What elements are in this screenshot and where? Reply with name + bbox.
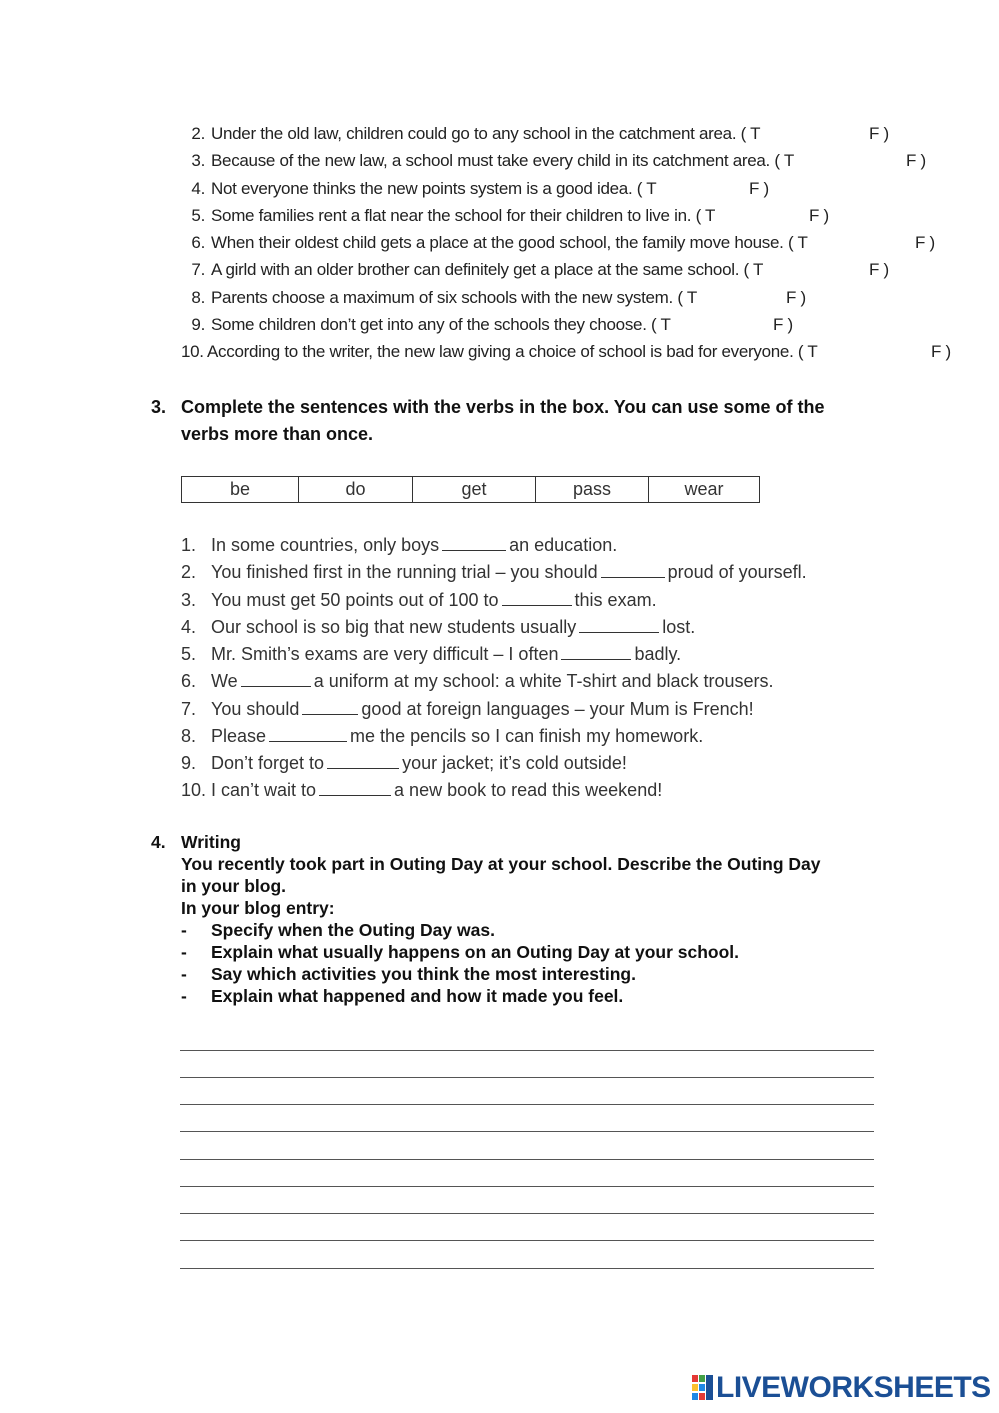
tf-false-option[interactable]: F ) xyxy=(749,179,769,198)
logo-text: LIVEWORKSHEETS xyxy=(716,1371,991,1404)
bullet-dash: - xyxy=(181,986,187,1006)
sentence-start: Our school is so big that new students usually xyxy=(211,617,577,637)
tf-number: 6. xyxy=(191,233,205,252)
gap-fill-item xyxy=(181,535,901,557)
writing-bullet xyxy=(181,964,881,986)
tf-statement: Under the old law, children could go to any school in the catchment area. ( T xyxy=(211,124,761,143)
sentence-end: badly. xyxy=(634,644,682,664)
writing-bullet xyxy=(181,986,881,1008)
writing-subheading: In your blog entry: xyxy=(181,898,335,918)
bullet-dash: - xyxy=(181,964,187,984)
section-title-line-2: verbs more than once. xyxy=(181,424,374,444)
gap-fill-item xyxy=(181,780,901,802)
sentence-start: We xyxy=(211,671,238,691)
answer-blank[interactable] xyxy=(442,536,506,551)
sentence-end: proud of yoursefl. xyxy=(667,562,807,582)
section-4-writing xyxy=(151,832,891,1012)
writing-line[interactable] xyxy=(180,1131,874,1132)
item-number: 6. xyxy=(181,671,197,691)
tf-false-option[interactable]: F ) xyxy=(869,124,889,143)
sentence-end: lost. xyxy=(662,617,696,637)
writing-line[interactable] xyxy=(180,1213,874,1214)
word-box-cell: wear xyxy=(684,479,724,499)
tf-statement: Because of the new law, a school must take every child in its catchment area. ( T xyxy=(211,151,794,170)
writing-line[interactable] xyxy=(180,1104,874,1105)
tf-false-option[interactable]: F ) xyxy=(931,342,951,361)
bullet-text: Specify when the Outing Day was. xyxy=(211,920,495,940)
tf-statement: Some families rent a flat near the school for their children to live in. ( T xyxy=(211,206,716,225)
bullet-text: Explain what happened and how it made you feel. xyxy=(211,986,624,1006)
sentence-end: me the pencils so I can finish my homework. xyxy=(350,726,704,746)
tf-number: 10. xyxy=(181,342,204,361)
answer-blank[interactable] xyxy=(241,672,311,687)
tf-number: 4. xyxy=(191,179,205,198)
bullet-dash: - xyxy=(181,920,187,940)
tf-false-option[interactable]: F ) xyxy=(773,315,793,334)
tf-statement: A girld with an older brother can definitely get a place at the same school. ( T xyxy=(211,260,764,279)
item-number: 5. xyxy=(181,644,197,664)
bullet-dash: - xyxy=(181,942,187,962)
tf-number: 2. xyxy=(191,124,205,143)
tf-item xyxy=(181,151,941,173)
gap-fill-item xyxy=(181,699,901,721)
writing-line[interactable] xyxy=(180,1268,874,1269)
sentence-end: your jacket; it’s cold outside! xyxy=(402,753,627,773)
item-number: 8. xyxy=(181,726,197,746)
section-number: 3. xyxy=(151,397,167,417)
tf-number: 5. xyxy=(191,206,205,225)
answer-blank[interactable] xyxy=(269,727,347,742)
tf-statement: Parents choose a maximum of six schools with the new system. ( T xyxy=(211,288,697,307)
tf-false-option[interactable]: F ) xyxy=(786,288,806,307)
sentence-start: I can’t wait to xyxy=(211,780,317,800)
section-number: 4. xyxy=(151,832,166,852)
gap-fill-item xyxy=(181,617,901,639)
gap-fill-item xyxy=(181,726,901,748)
sentence-start: Please xyxy=(211,726,267,746)
sentence-start: You finished first in the running trial – you should xyxy=(211,562,598,582)
liveworksheets-logo[interactable] xyxy=(692,1373,991,1403)
tf-statement: According to the writer, the new law giving a choice of school is bad for everyone. ( T xyxy=(207,342,818,361)
tf-number: 9. xyxy=(191,315,205,334)
word-box-cell: get xyxy=(413,477,536,502)
sentence-end: good at foreign languages – your Mum is French! xyxy=(361,699,754,719)
tf-item xyxy=(181,315,941,337)
tf-item xyxy=(181,342,966,364)
sentence-end: an education. xyxy=(509,535,618,555)
answer-blank[interactable] xyxy=(561,645,631,660)
tf-item xyxy=(181,288,941,310)
section-title-line-1: Complete the sentences with the verbs in the box. You can use some of the xyxy=(181,397,825,417)
tf-number: 7. xyxy=(191,260,205,279)
writing-prompt-line-2: in your blog. xyxy=(181,876,286,896)
sentence-start: You should xyxy=(211,699,300,719)
section-3-heading xyxy=(151,394,891,450)
gap-fill-item xyxy=(181,590,901,612)
writing-line[interactable] xyxy=(180,1050,874,1051)
sentence-start: Mr. Smith’s exams are very difficult – I often xyxy=(211,644,559,664)
answer-blank[interactable] xyxy=(502,591,572,606)
tf-statement: Not everyone thinks the new points system is a good idea. ( T xyxy=(211,179,657,198)
writing-line[interactable] xyxy=(180,1240,874,1241)
writing-line[interactable] xyxy=(180,1077,874,1078)
sentence-start: Don’t forget to xyxy=(211,753,325,773)
answer-blank[interactable] xyxy=(601,563,665,578)
writing-prompt-line-1: You recently took part in Outing Day at your school. Describe the Outing Day xyxy=(181,854,821,874)
word-box-cell: be xyxy=(182,477,299,502)
tf-statement: Some children don’t get into any of the schools they choose. ( T xyxy=(211,315,671,334)
gap-fill-item xyxy=(181,671,901,693)
gap-fill-item xyxy=(181,753,901,775)
answer-blank[interactable] xyxy=(302,700,358,715)
item-number: 4. xyxy=(181,617,197,637)
word-box-cell: do xyxy=(299,477,413,502)
tf-number: 3. xyxy=(191,151,205,170)
sentence-end: a new book to read this weekend! xyxy=(394,780,663,800)
tf-item xyxy=(181,260,941,282)
writing-line[interactable] xyxy=(180,1186,874,1187)
gap-fill-item xyxy=(181,562,901,584)
bullet-text: Explain what usually happens on an Outing Day at your school. xyxy=(211,942,739,962)
sentence-start: In some countries, only boys xyxy=(211,535,440,555)
item-number: 10. xyxy=(181,780,207,800)
tf-false-option[interactable]: F ) xyxy=(869,260,889,279)
answer-blank[interactable] xyxy=(579,618,659,633)
sentence-end: this exam. xyxy=(574,590,657,610)
tf-false-option[interactable]: F ) xyxy=(809,206,829,225)
item-number: 2. xyxy=(181,562,197,582)
item-number: 1. xyxy=(181,535,197,555)
tf-item xyxy=(181,179,941,201)
gap-fill-item xyxy=(181,644,901,666)
writing-bullet xyxy=(181,942,881,964)
tf-false-option[interactable]: F ) xyxy=(915,233,935,252)
writing-line[interactable] xyxy=(180,1159,874,1160)
tf-item xyxy=(181,233,951,255)
tf-false-option[interactable]: F ) xyxy=(906,151,926,170)
tf-statement: When their oldest child gets a place at the good school, the family move house. ( T xyxy=(211,233,808,252)
sentence-end: a uniform at my school: a white T-shirt and black trousers. xyxy=(313,671,774,691)
bullet-text: Say which activities you think the most interesting. xyxy=(211,964,636,984)
answer-blank[interactable] xyxy=(319,781,391,796)
tf-item xyxy=(181,124,941,146)
sentence-start: You must get 50 points out of 100 to xyxy=(211,590,499,610)
word-box-cell: pass xyxy=(536,477,649,502)
word-box xyxy=(181,476,760,503)
tf-number: 8. xyxy=(191,288,205,307)
writing-bullet xyxy=(181,920,881,942)
item-number: 9. xyxy=(181,753,197,773)
tf-item xyxy=(181,206,941,228)
answer-blank[interactable] xyxy=(327,754,399,769)
item-number: 7. xyxy=(181,699,197,719)
writing-title: Writing xyxy=(181,832,241,852)
item-number: 3. xyxy=(181,590,197,610)
liveworksheets-logo-icon xyxy=(692,1375,714,1401)
